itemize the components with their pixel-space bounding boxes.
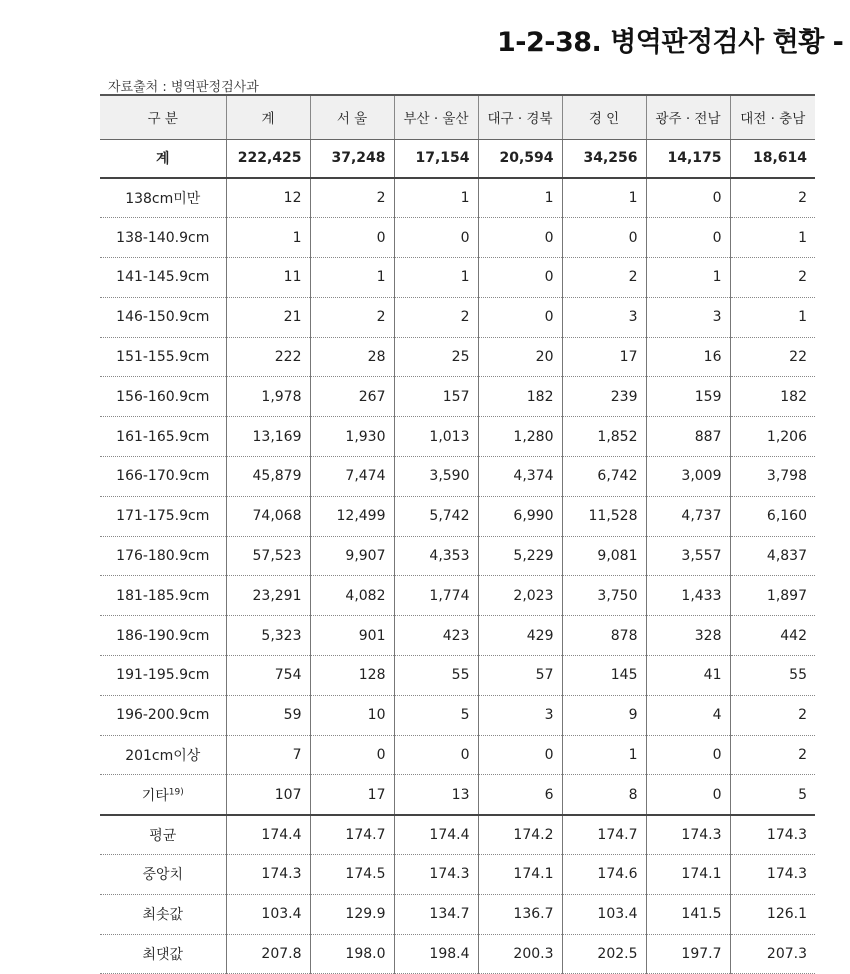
cell: 145 [562,656,646,696]
cell: 7 [226,735,310,775]
table-row [100,337,815,377]
cell: 22 [730,337,815,377]
stat-row [100,934,815,974]
cell: 16 [646,337,730,377]
row-label [100,218,226,258]
row-label [100,297,226,337]
cell: 754 [226,656,310,696]
cell: 0 [478,297,562,337]
cell: 3,750 [562,576,646,616]
cell: 1 [730,297,815,337]
row-label-text: 최댓값 [142,947,184,964]
cell: 1,897 [730,576,815,616]
table-row [100,457,815,497]
cell: 141.5 [646,894,730,934]
cell: 174.5 [310,855,394,895]
cell: 55 [730,656,815,696]
cell: 3,009 [646,457,730,497]
row-label-text: 141-145.9cm [116,269,210,286]
cell: 3 [478,695,562,735]
cell: 134.7 [394,894,478,934]
row-label-text: 138cm미만 [125,191,201,208]
cell: 5,229 [478,536,562,576]
cell: 0 [310,735,394,775]
cell: 126.1 [730,894,815,934]
row-label [100,616,226,656]
row-label [100,258,226,298]
cell: 28 [310,337,394,377]
cell: 4 [646,695,730,735]
cell: 17,154 [394,139,478,178]
cell: 200.3 [478,934,562,974]
table-row [100,258,815,298]
total-row [100,139,815,178]
cell: 0 [646,775,730,815]
cell: 17 [310,775,394,815]
header-column: 계 [226,95,310,139]
row-label-text: 최솟값 [142,907,184,924]
header-column: 서 울 [310,95,394,139]
row-label-text: 138-140.9cm [116,229,210,246]
header-column: 대구 · 경북 [478,95,562,139]
row-label-text: 171-175.9cm [116,508,210,525]
cell: 0 [646,735,730,775]
footnote-marker: 19) [168,786,184,797]
cell: 9 [562,695,646,735]
cell: 107 [226,775,310,815]
cell: 157 [394,377,478,417]
cell: 18,614 [730,139,815,178]
table-row [100,536,815,576]
table-row [100,735,815,775]
cell: 442 [730,616,815,656]
cell: 174.3 [226,855,310,895]
row-label [100,576,226,616]
cell: 1,206 [730,417,815,457]
row-label-text: 중앙치 [142,867,184,884]
cell: 4,082 [310,576,394,616]
cell: 174.3 [646,815,730,855]
cell: 887 [646,417,730,457]
cell: 222 [226,337,310,377]
cell: 3 [646,297,730,337]
row-label [100,377,226,417]
cell: 174.4 [226,815,310,855]
cell: 1,433 [646,576,730,616]
row-label-text: 186-190.9cm [116,627,210,644]
cell: 45,879 [226,457,310,497]
cell: 136.7 [478,894,562,934]
table-row [100,218,815,258]
table-row [100,417,815,457]
height-range-rows [100,178,815,815]
cell: 11 [226,258,310,298]
cell: 3 [562,297,646,337]
header-row [100,95,815,139]
cell: 429 [478,616,562,656]
cell: 74,068 [226,496,310,536]
cell: 901 [310,616,394,656]
cell: 0 [646,218,730,258]
cell: 0 [478,218,562,258]
cell: 197.7 [646,934,730,974]
cell: 2 [310,297,394,337]
table-row [100,656,815,696]
cell: 4,837 [730,536,815,576]
cell: 13,169 [226,417,310,457]
cell: 14,175 [646,139,730,178]
cell: 239 [562,377,646,417]
cell: 423 [394,616,478,656]
row-label-text: 191-195.9cm [116,667,210,684]
table-row [100,695,815,735]
cell: 12,499 [310,496,394,536]
cell: 3,557 [646,536,730,576]
cell: 8 [562,775,646,815]
cell: 2 [730,735,815,775]
cell: 2 [562,258,646,298]
cell: 3,590 [394,457,478,497]
cell: 2 [394,297,478,337]
cell: 2 [730,258,815,298]
cell: 4,737 [646,496,730,536]
table-row [100,775,815,815]
cell: 2,023 [478,576,562,616]
cell: 37,248 [310,139,394,178]
cell: 1 [394,258,478,298]
cell: 55 [394,656,478,696]
cell: 159 [646,377,730,417]
row-label-text: 146-150.9cm [116,309,210,326]
cell: 6,160 [730,496,815,536]
row-label [100,855,226,895]
cell: 222,425 [226,139,310,178]
row-label-text: 156-160.9cm [116,388,210,405]
stat-row [100,855,815,895]
row-label [100,934,226,974]
header-column: 부산 · 울산 [394,95,478,139]
cell: 198.4 [394,934,478,974]
cell: 174.3 [730,815,815,855]
cell: 198.0 [310,934,394,974]
cell: 9,081 [562,536,646,576]
cell: 0 [478,735,562,775]
table-row [100,576,815,616]
header-column: 광주 · 전남 [646,95,730,139]
cell: 103.4 [562,894,646,934]
table-row [100,178,815,218]
header-column: 대전 · 충남 [730,95,815,139]
cell: 174.3 [730,855,815,895]
cell: 1,013 [394,417,478,457]
row-label [100,337,226,377]
cell: 1,978 [226,377,310,417]
row-label-text: 161-165.9cm [116,428,210,445]
row-label [100,695,226,735]
cell: 5 [730,775,815,815]
cell: 1,930 [310,417,394,457]
row-label [100,815,226,855]
row-label-text: 166-170.9cm [116,468,210,485]
row-label [100,536,226,576]
table-row [100,377,815,417]
stat-row [100,894,815,934]
cell: 4,374 [478,457,562,497]
cell: 4,353 [394,536,478,576]
row-label [100,496,226,536]
cell: 1 [646,258,730,298]
cell: 25 [394,337,478,377]
cell: 1 [478,178,562,218]
row-label-text: 176-180.9cm [116,548,210,565]
cell: 174.7 [310,815,394,855]
row-label-text: 151-155.9cm [116,349,210,366]
cell: 57,523 [226,536,310,576]
cell: 3,798 [730,457,815,497]
cell: 20 [478,337,562,377]
row-label-text: 평균 [149,827,177,844]
cell: 0 [394,218,478,258]
row-label [100,417,226,457]
cell: 21 [226,297,310,337]
cell: 202.5 [562,934,646,974]
cell: 878 [562,616,646,656]
cell: 12 [226,178,310,218]
cell: 182 [730,377,815,417]
cell: 6,990 [478,496,562,536]
cell: 174.4 [394,815,478,855]
cell: 41 [646,656,730,696]
cell: 129.9 [310,894,394,934]
cell: 6 [478,775,562,815]
cell: 174.7 [562,815,646,855]
cell: 2 [730,695,815,735]
row-label [100,457,226,497]
header-category: 구 분 [100,95,226,139]
row-label-text: 기타 [141,787,169,804]
table-row [100,616,815,656]
cell: 1,774 [394,576,478,616]
cell: 7,474 [310,457,394,497]
row-label [100,894,226,934]
cell: 174.3 [394,855,478,895]
cell: 0 [646,178,730,218]
row-label [100,178,226,218]
summary-stat-rows [100,815,815,974]
cell: 174.1 [478,855,562,895]
cell: 13 [394,775,478,815]
stat-row [100,815,815,855]
height-statistics-table [100,94,815,974]
cell: 174.2 [478,815,562,855]
cell: 5 [394,695,478,735]
cell: 328 [646,616,730,656]
cell: 174.6 [562,855,646,895]
cell: 0 [394,735,478,775]
cell: 5,323 [226,616,310,656]
cell: 128 [310,656,394,696]
cell: 1 [310,258,394,298]
cell: 1,280 [478,417,562,457]
cell: 10 [310,695,394,735]
cell: 6,742 [562,457,646,497]
cell: 207.3 [730,934,815,974]
cell: 34,256 [562,139,646,178]
cell: 11,528 [562,496,646,536]
cell: 2 [730,178,815,218]
cell: 1 [394,178,478,218]
cell: 20,594 [478,139,562,178]
cell: 174.1 [646,855,730,895]
cell: 23,291 [226,576,310,616]
page-title: 1-2-38. 병역판정검사 현황 - [497,27,844,58]
row-label-text: 201cm이상 [125,748,201,765]
row-label [100,735,226,775]
cell: 0 [310,218,394,258]
cell: 9,907 [310,536,394,576]
cell: 5,742 [394,496,478,536]
cell: 207.8 [226,934,310,974]
cell: 1 [226,218,310,258]
data-source-note: 자료출처 : 병역판정검사과 [108,80,259,95]
cell: 103.4 [226,894,310,934]
cell: 59 [226,695,310,735]
cell: 0 [478,258,562,298]
header-column: 경 인 [562,95,646,139]
cell: 267 [310,377,394,417]
table-row [100,496,815,536]
cell: 1 [562,178,646,218]
row-label-text: 181-185.9cm [116,587,210,604]
row-label [100,775,226,815]
cell: 2 [310,178,394,218]
row-label: 계 [100,139,226,178]
row-label [100,656,226,696]
cell: 1,852 [562,417,646,457]
row-label-text: 196-200.9cm [116,707,210,724]
cell: 1 [730,218,815,258]
table-row [100,297,815,337]
cell: 1 [562,735,646,775]
cell: 0 [562,218,646,258]
cell: 57 [478,656,562,696]
cell: 182 [478,377,562,417]
cell: 17 [562,337,646,377]
